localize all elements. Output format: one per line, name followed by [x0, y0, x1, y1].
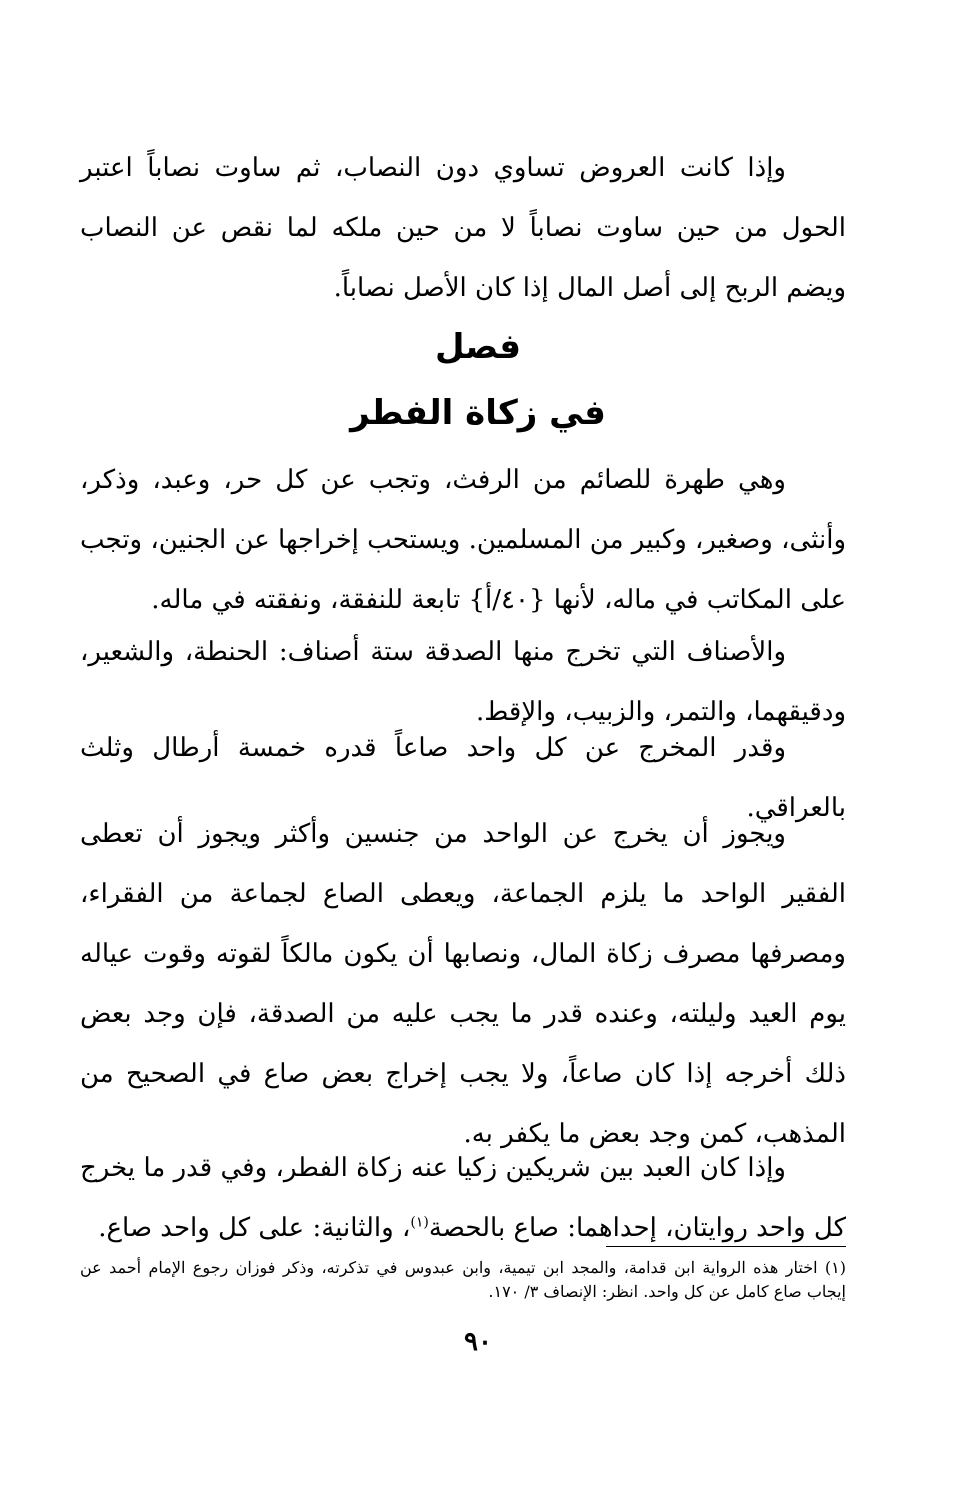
paragraph-zakat-fitr-obligation: وهي طهرة للصائم من الرفث، وتجب عن كل حر، وعبد، وذكر، وأنثى، وصغير، وكبير من المسلمين. ويستحب إخراجها عن الجنين، وتجب على المكاتب في ماله، لأنها {٤٠/أ} تابعة للنفقة، ونفقته في ماله. — [80, 465, 846, 615]
paragraph-distribution: ويجوز أن يخرج عن الواحد من جنسين وأكثر ويجوز أن تعطى الفقير الواحد ما يلزم الجماعة، ويعطى الصاع لجماعة من الفقراء، ومصرفها مصرف زكاة المال، ونصابها أن يكون مالكاً لقوته وقوت عياله يوم العيد وليلته، وعنده قدر ما يجب عليه من الصدقة، فإن وجد بعض ذلك أخرجه إذا كان صاعاً، ولا يجب إخراج بعض صاع في الصحيح من المذهب، كمن وجد بعض ما يكفر به. — [80, 819, 846, 1149]
page-number: ٩٠ — [464, 1327, 492, 1357]
footnote-reference: (١) — [410, 1214, 429, 1231]
section-heading: فصل — [434, 327, 522, 367]
paragraph-amount: وقدر المخرج عن كل واحد صاعاً قدره خمسة أرطال وثلث بالعراقي. — [80, 733, 846, 823]
paragraph-shared-slave — [80, 1138, 846, 1258]
paragraph-shared-slave-start: وإذا كان العبد بين شريكين زكيا عنه زكاة الفطر، وفي قدر ما يخرج كل واحد روايتان، إحداهما: صاع بالحصة — [80, 1153, 846, 1243]
footnote-text: (١) اختار هذه الرواية ابن قدامة، والمجد ابن تيمية، وابن عبدوس في تذكرته، وذكر فوزان رجوع الإمام أحمد عن إيجاب صاع كامل عن كل واحد. انظر: الإنصاف ٣/ ١٧٠. — [80, 1258, 846, 1301]
section-subtitle: في زكاة الفطر — [350, 393, 606, 433]
footnote-divider — [606, 1246, 846, 1247]
paragraph-trade-goods: وإذا كانت العروض تساوي دون النصاب، ثم ساوت نصاباً اعتبر الحول من حين ساوت نصاباً لا من حين ملكه لما نقص عن النصاب ويضم الربح إلى أصل المال إذا كان الأصل نصاباً. — [80, 153, 846, 303]
paragraph-shared-slave-end: ، والثانية: على كل واحد صاع. — [98, 1213, 411, 1243]
paragraph-food-types: والأصناف التي تخرج منها الصدقة ستة أصناف: الحنطة، والشعير، ودقيقهما، والتمر، والزبيب، والإقط. — [80, 637, 846, 727]
